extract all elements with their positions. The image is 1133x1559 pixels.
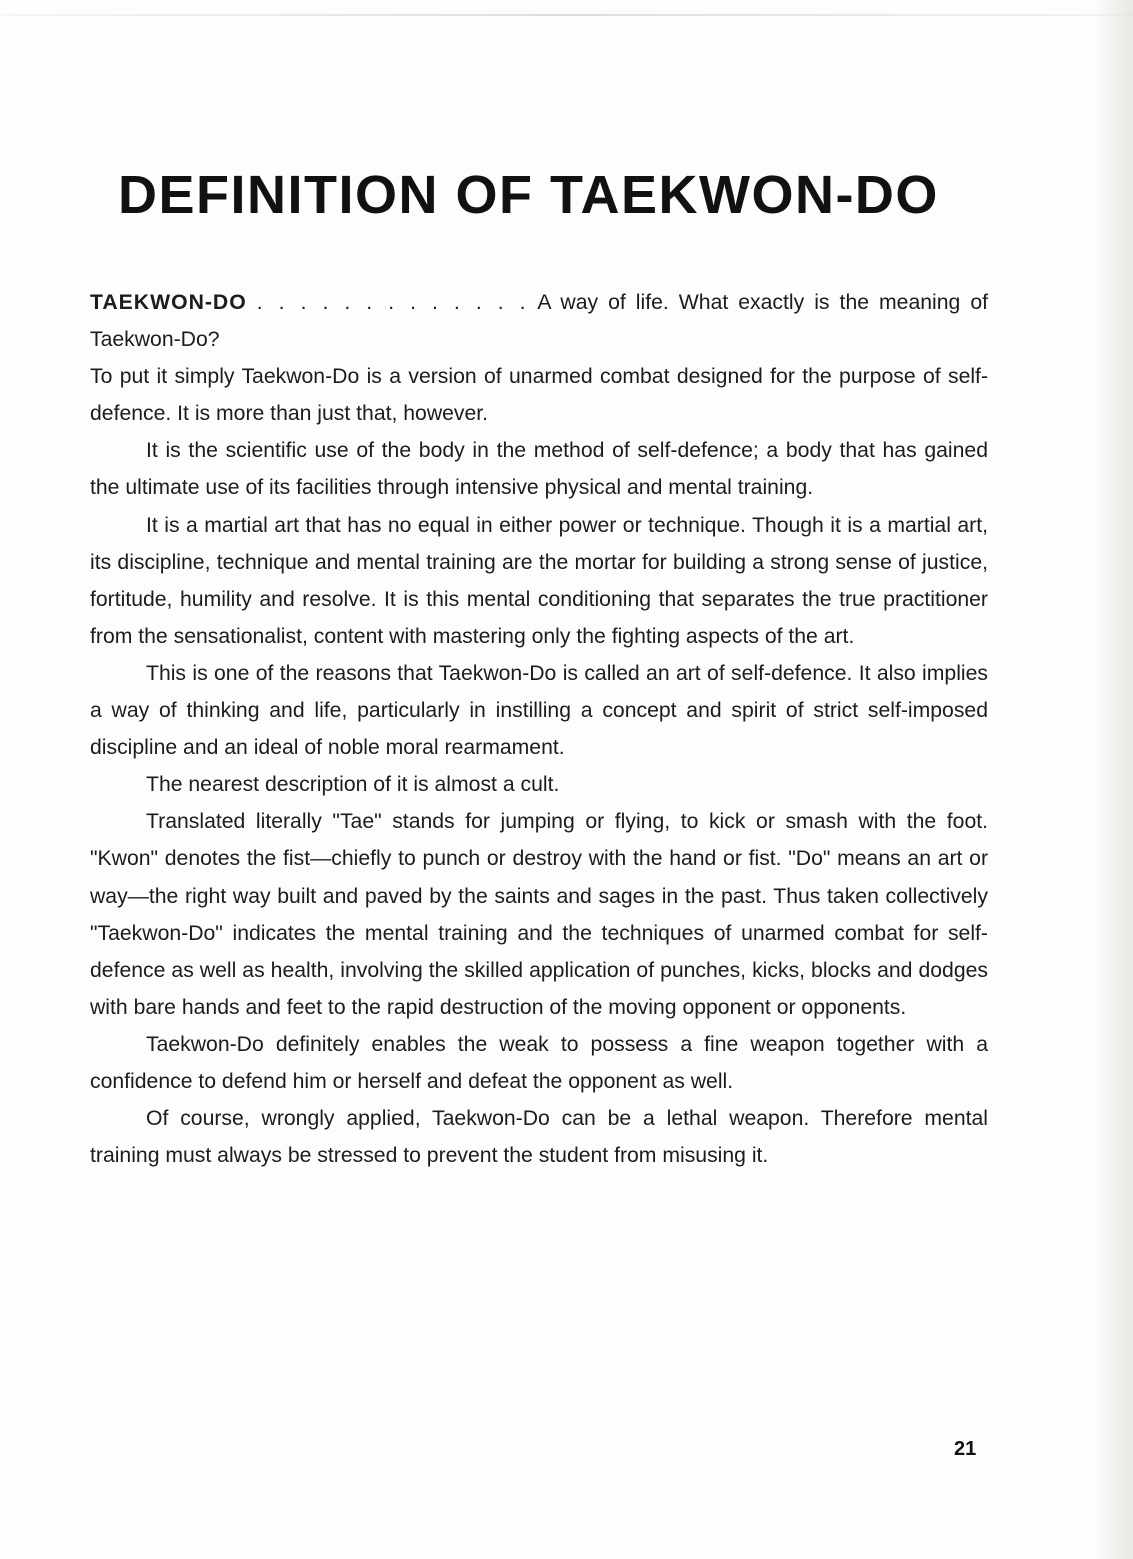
- paragraph-1: To put it simply Taekwon-Do is a version of unarmed combat designed for the purpose of self-defence. It is more than just that, however.: [90, 365, 988, 426]
- paragraph-4: This is one of the reasons that Taekwon-Do is called an art of self-defence. It also implies a way of thinking and life, particularly in instilling a concept and spirit of strict self-imposed discipline and an ideal of noble moral rearmament.: [90, 661, 988, 760]
- paragraph-6: Translated literally "Tae" stands for jumping or flying, to kick or smash with the foot. "Kwon" denotes the fist—chiefly to punch or destroy with the hand or fist. "Do" means an art or way—the right way built and paved by the saints and sages in the past. Thus taken collectively "Taekwon-Do" indicates the mental training and the techniques of unarmed combat for self-defence as well as health, involving the skilled application of punches, kicks, blocks and dodges with bare hands and feet to the rapid destruction of the moving opponent or opponents.: [90, 810, 988, 1019]
- body-text: [90, 284, 988, 1174]
- intro-definition: A way of life. What exactly is the meaning of Taekwon-Do?: [90, 291, 988, 352]
- paragraph-8: Of course, wrongly applied, Taekwon-Do can be a lethal weapon. Therefore mental training must always be stressed to prevent the student from misusing it.: [90, 1107, 988, 1168]
- page-title: DEFINITION OF TAEKWON-DO: [118, 165, 939, 225]
- page-edge-shadow: [1093, 0, 1133, 1559]
- intro-paragraph: [90, 284, 988, 358]
- paragraph-7: Taekwon-Do definitely enables the weak to possess a fine weapon together with a confidence to defend him or herself and defeat the opponent as well.: [90, 1032, 988, 1093]
- page-number: 21: [954, 1438, 977, 1460]
- dot-leader: . . . . . . . . . . . . .: [256, 291, 529, 314]
- page-top-edge: [0, 14, 1133, 16]
- paragraph-2: It is the scientific use of the body in the method of self-defence; a body that has gained the ultimate use of its facilities through intensive physical and mental training.: [90, 439, 988, 500]
- paragraph-5: The nearest description of it is almost a cult.: [146, 773, 560, 797]
- defined-term: TAEKWON-DO: [90, 291, 247, 314]
- paragraph-3: It is a martial art that has no equal in either power or technique. Though it is a martial art, its discipline, technique and mental training are the mortar for building a strong sense of justice, fortitude, humility and resolve. It is this mental conditioning that separates the true practitioner from the sensationalist, content with mastering only the fighting aspects of the art.: [90, 513, 988, 648]
